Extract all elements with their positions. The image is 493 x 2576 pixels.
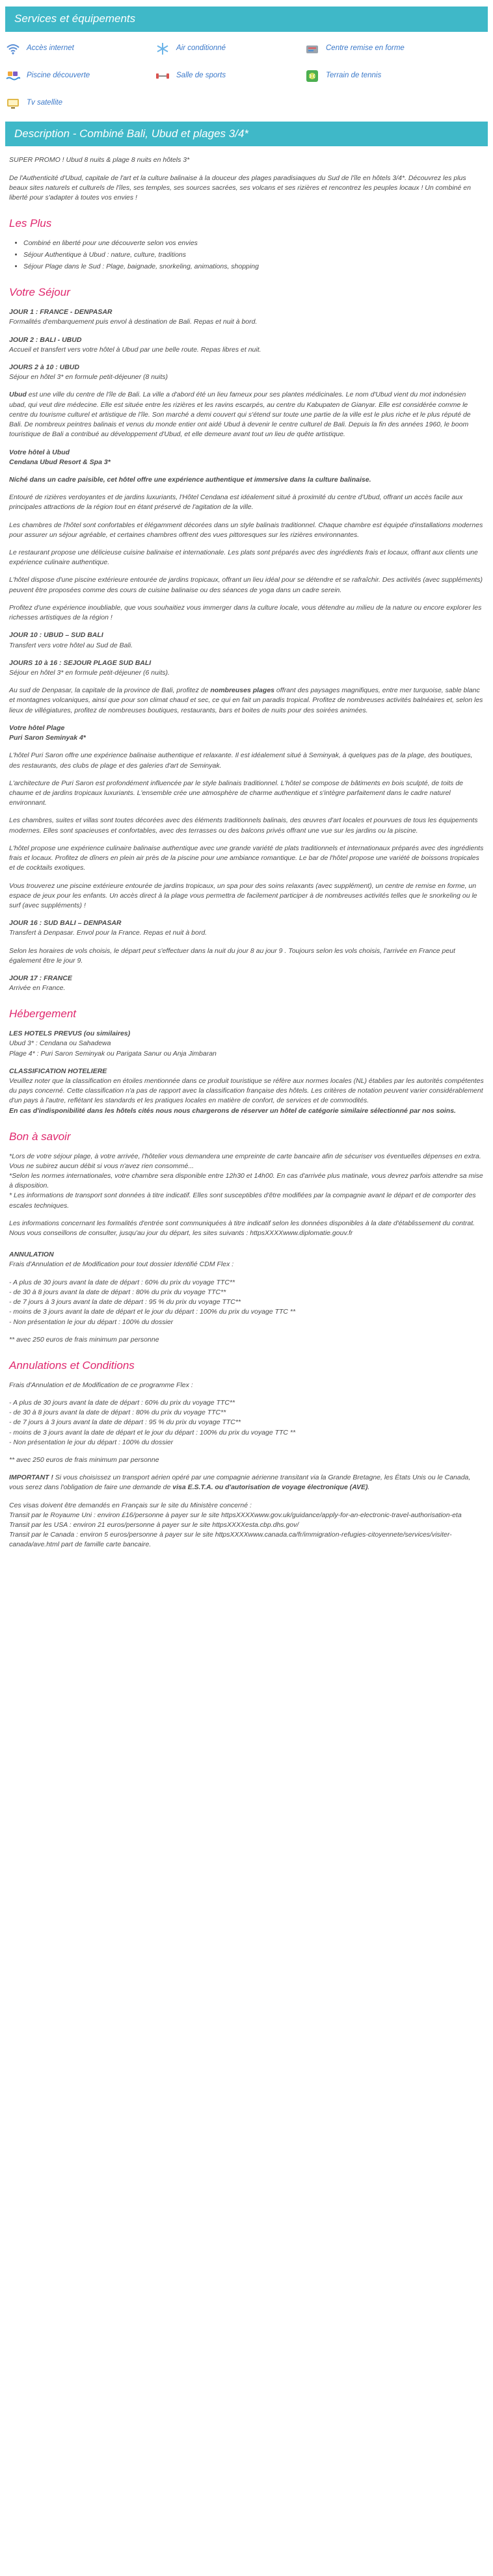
pool-icon (5, 68, 21, 84)
description-banner (5, 122, 488, 147)
day1-block (9, 307, 484, 327)
hotel1-p3: Le restaurant propose une délicieuse cuisine balinaise et internationale. Les plats sont préparés avec des ingrédients frais et locaux, offrant aux clients une expérience culinaire authentique. (9, 549, 478, 567)
important-paragraph (9, 1473, 484, 1492)
visa-line: Transit par les USA : environ 21 euros/personne à payer sur le site httpsXXXXesta.cbp.dhs.gov/ (9, 1521, 299, 1529)
hotels-prevus-block (9, 1029, 484, 1059)
visa-line: Transit par le Canada : environ 5 euros/personne à payer sur le site httpsXXXXwww.canada.ca/fr/immigration-refugies-citoyennete/services/visiter-canada/ave.html part de famille carte bancaire. (9, 1531, 452, 1549)
hotels-prevus-line2: Plage 4* : Puri Saron Seminyak ou Parigata Sanur ou Anja Jimbaran (9, 1049, 217, 1058)
hotel2-heading (9, 723, 484, 743)
annulation-heading: ANNULATION (9, 1251, 54, 1259)
day1-text: Formalités d'embarquement puis envol à destination de Bali. Repas et nuit à bord. (9, 318, 258, 326)
hotel2-p5: Vous trouverez une piscine extérieure entourée de jardins tropicaux, un spa pour des soins relaxants (avec supplément), un centre de remise en forme, un espace de jeux pour les enfants. Un accès direct à la plage vous permettra de facilement participer à de nombreuses activités telles que le snorkeling ou le surf (avec suppléments) ! (9, 881, 477, 909)
list-item: • Séjour Authentique à Ubud : nature, culture, traditions (23, 250, 484, 260)
hotel1-line2: Cendana Ubud Resort & Spa 3* (9, 458, 111, 466)
sud-text-b: offrant des paysages magnifiques, entre mer turquoise, sable blanc et montagnes volcaniques, ainsi que pour son climat chaud et sec, ce qui en fait un paradis tropical. Profitez de nombreuses activités balnéaires et, selon les lieux de villégiatures, profitez de nombreuses boutiques, restaurants, bars et boites de nuits pour des soirées animées. (9, 686, 483, 714)
hotel1-p4: L'hôtel dispose d'une piscine extérieure entourée de jardins tropicaux, offrant un lieu idéal pour se détendre et se rafraîchir. Des activités (avec suppléments) peuvent être proposées comme des cours de cuisine balinaise ou des séances de yoga dans un cadre serein. (9, 576, 483, 594)
day10b-block (9, 658, 484, 678)
service-label: Salle de sports (176, 72, 226, 80)
sud-paragraph (9, 686, 484, 716)
tennis-icon (304, 68, 320, 84)
hotel2-p1: L'hôtel Puri Saron offre une expérience balinaise authentique et relaxante. Il est idéalement situé à Seminyak, à quelques pas de la plage, des boutiques, des restaurants, des clubs de plage et des galeries d'art de Seminyak. (9, 751, 473, 770)
day17-text: Arrivée en France. (9, 984, 66, 993)
hotel1-tagline: Niché dans un cadre paisible, cet hôtel offre une expérience authentique et immersive dans la culture balinaise. (9, 475, 371, 484)
important-text-bold: visa E.S.T.A. ou d'autorisation de voyage électronique (AVE) (172, 1483, 368, 1492)
sud-text-bold: nombreuses plages (210, 686, 274, 695)
day16-text: Transfert à Denpasar. Envol pour la France. Repas et nuit à bord. (9, 929, 207, 937)
hotel1-p1: Entouré de rizières verdoyantes et de jardins luxuriants, l'Hôtel Cendana est idéalement situé à proximité du centre d'Ubud, offrant un accès facile aux principales attractions de la région tout en étant préservé de l'agitation de la ville. (9, 493, 463, 512)
bonasavoir-notes (9, 1152, 484, 1211)
annulations-line: - Non présentation le jour du départ : 100% du dossier (9, 1438, 174, 1446)
description-title: Description - Combiné Bali, Ubud et plages 3/4* (14, 127, 249, 140)
annulation-line: - de 7 jours à 3 jours avant la date de départ : 95 % du prix du voyage TTC** (9, 1298, 241, 1307)
wifi-icon (5, 41, 21, 57)
day3-block (9, 363, 484, 382)
hotel2-p3: Les chambres, suites et villas sont toutes décorées avec des éléments traditionnels balinais, des œuvres d'art locales et pourvues de tous les équipements modernes. Elles sont spacieuses et confortables, avec des terrasses ou des balcons privés offrant une vue sur les jardins ou la piscine. (9, 816, 478, 835)
visa-line: Transit par le Royaume Uni : environ £16/personne à payer sur le site httpsXXXXwww.gov.uk/guidance/apply-for-an-electronic-travel-authorisation-eta (9, 1511, 462, 1519)
bonasavoir-note: *Selon les normes internationales, votre chambre sera disponible entre 12h30 et 14h00. En cas d'arrivée plus matinale, vous devrez parfois attendre sa mise à disposition. (9, 1171, 483, 1190)
service-label: Air conditionné (176, 44, 226, 53)
day10-text: Transfert vers votre hôtel au Sud de Bali. (9, 641, 133, 649)
list-item: • Combiné en liberté pour une découverte selon vos envies (23, 239, 484, 248)
visa-block (9, 1501, 484, 1550)
ubud-paragraph (9, 390, 484, 439)
dumbbell-icon (155, 68, 170, 84)
services-grid (0, 32, 493, 122)
list-item: • Séjour Plage dans le Sud : Plage, baignade, snorkeling, animations, shopping (23, 262, 484, 272)
sejour-title: Votre Séjour (9, 286, 70, 299)
service-item (5, 68, 135, 84)
hotel1-p5: Profitez d'une expérience inoubliable, que vous souhaitiez vous immerger dans la culture locale, vous détendre au milieu de la nature ou encore explorer les richesses artistiques de la région ! (9, 603, 482, 622)
services-banner (5, 7, 488, 32)
hotel2-p4: L'hôtel propose une expérience culinaire balinaise authentique avec une grande variété de plats traditionnels et internationaux préparés avec des ingrédients frais et locaux. Profitez de dîners en plein air près de la piscine pour une ambiance romantique. Le bar de l'hôtel propose une variété de boissons tropicales et de cocktails exotiques. (9, 844, 484, 872)
sud-text-a: Au sud de Denpasar, la capitale de la province de Bali, profitez de (9, 686, 211, 695)
gym-icon (304, 41, 320, 57)
important-label: IMPORTANT ! (9, 1474, 53, 1482)
annulation-line: - Non présentation le jour du départ : 100% du dossier (9, 1318, 174, 1326)
service-item (304, 68, 434, 84)
description-intro-promo: SUPER PROMO ! Ubud 8 nuits & plage 8 nuits en hôtels 3* (9, 156, 190, 164)
service-label: Piscine découverte (27, 72, 90, 80)
tv-icon (5, 96, 21, 111)
day10-title: JOUR 10 : UBUD – SUD BALI (9, 631, 103, 640)
hotel1-heading (9, 448, 484, 467)
bonasavoir-title: Bon à savoir (9, 1130, 71, 1143)
hotel1-line1: Votre hôtel à Ubud (9, 448, 70, 456)
annulation-block (9, 1250, 484, 1269)
service-label: Accès internet (27, 44, 74, 53)
hotels-prevus-heading: LES HOTELS PREVUS (ou similaires) (9, 1030, 131, 1038)
hotel2-p2: L'architecture de Puri Saron est profondément influencée par le style balinais traditionnel. L'hôtel se compose de bâtiments en bois sculpté, de toits de chaume et de jardins tropicaux luxuriants. L'ensemble crée une atmosphère de charme authentique et s'intègre parfaitement dans le cadre naturel environnant. (9, 779, 464, 807)
service-item (5, 41, 135, 57)
annulation-list (9, 1278, 484, 1327)
day2-text: Accueil et transfert vers votre hôtel à Ubud par une belle route. Repas libres et nuit. (9, 345, 261, 354)
day10b-title: JOURS 10 à 16 : SEJOUR PLAGE SUD BALI (9, 658, 152, 667)
annulations-intro: Frais d'Annulation et de Modification de ce programme Flex : (9, 1381, 193, 1389)
service-label: Tv satellite (27, 99, 62, 107)
hotel2-line2: Puri Saron Seminyak 4* (9, 734, 86, 742)
snowflake-icon (155, 41, 170, 57)
day10-block (9, 631, 484, 650)
day17-title: JOUR 17 : FRANCE (9, 974, 72, 983)
hotel2-line1: Votre hôtel Plage (9, 723, 65, 732)
day10b-text: Séjour en hôtel 3* en formule petit-déjeuner (6 nuits). (9, 669, 170, 677)
day1-title: JOUR 1 : FRANCE - DENPASAR (9, 308, 113, 317)
annulations-list (9, 1398, 484, 1448)
hotels-prevus-line1: Ubud 3* : Cendana ou Sahadewa (9, 1039, 111, 1048)
day3-title: JOURS 2 à 10 : UBUD (9, 363, 79, 371)
annulations-line: - de 7 jours à 3 jours avant la date de départ : 95 % du prix du voyage TTC** (9, 1418, 241, 1427)
main-content (0, 155, 493, 1583)
service-item (304, 41, 434, 57)
important-text-b: . (367, 1483, 370, 1492)
service-item (155, 41, 285, 57)
annulation-line: - de 30 à 8 jours avant la date de départ : 80% du prix du voyage TTC** (9, 1288, 226, 1296)
day16-block (9, 918, 484, 938)
annulations-title: Annulations et Conditions (9, 1359, 135, 1372)
day16-paragraph: Selon les horaires de vols choisis, le départ peut s'effectuer dans la nuit du jour 8 au jour 9 . Toujours selon les vols choisis, l'arrivée en France peut également être le jour 9. (9, 946, 455, 965)
plus-list (9, 239, 484, 272)
services-title: Services et équipements (14, 12, 136, 25)
bonasavoir-note: * Les informations de transport sont données à titre indicatif. Elles sont susceptibles d'être modifiées par la compagnie avant le départ et de comporter des escales techniques. (9, 1191, 476, 1210)
service-item (5, 96, 135, 111)
annulation-note: ** avec 250 euros de frais minimum par personne (9, 1335, 159, 1344)
annulations-line: - A plus de 30 jours avant la date de départ : 60% du prix du voyage TTC** (9, 1398, 235, 1407)
annulation-line: - A plus de 30 jours avant la date de départ : 60% du prix du voyage TTC** (9, 1278, 235, 1286)
day2-title: JOUR 2 : BALI - UBUD (9, 335, 82, 344)
annulations-note: ** avec 250 euros de frais minimum par personne (9, 1455, 159, 1464)
day3-text: Séjour en hôtel 3* en formule petit-déjeuner (8 nuits) (9, 373, 168, 382)
day17-block (9, 974, 484, 993)
service-label: Terrain de tennis (326, 72, 382, 80)
bonasavoir-note: *Lors de votre séjour plage, à votre arrivée, l'hôtelier vous demandera une empreinte de carte bancaire afin de sécuriser vos éventuelles dépenses en extra. Vous ne subirez aucun débit si vous n'avez rien consommé... (9, 1152, 481, 1170)
visa-line: Ces visas doivent être demandés en Français sur le site du Ministère concerné : (9, 1501, 252, 1509)
hebergement-title: Hébergement (9, 1008, 77, 1021)
ubud-text: est une ville du centre de l'île de Bali. La ville a d'abord été un lieu fameux pour ses plantes médicinales. Le nom d'Ubud vient du mot indonésien ubad, qui veut dire médecine. Elle est située entre les rizières et les ravins escarpés, au centre du Kabupaten de Gianyar. Elle est considérée comme le centre du tourisme culturel et artistique de l'île. Son marché a demi couvert qui s'étend sur toute une partie de la ville est le plus riche et le plus réputé de Bali. De nombreux peintres balinais et venus du monde entier ont aidé Ubud à devenir le centre culturel de Bali. Depuis la fin des années 1960, le boom touristique de Bali a contribué au développement d'Ubud, et elle demeure avant tout un lieu de quête artistique. (9, 391, 471, 439)
classification-heading: CLASSIFICATION HOTELIERE (9, 1067, 107, 1075)
annulations-line: - de 30 à 8 jours avant la date de départ : 80% du prix du voyage TTC** (9, 1409, 226, 1417)
day2-block (9, 335, 484, 355)
plus-title: Les Plus (9, 217, 52, 230)
day16-title: JOUR 16 : SUD BALI – DENPASAR (9, 919, 122, 928)
hotel1-p2: Les chambres de l'hôtel sont confortables et élégamment décorées dans un style balinais traditionnel. Chaque chambre est équipée d'installations modernes pour assurer un séjour agréable, et certaines chambres offrent des vues pittoresques sur les rizières environnantes. (9, 521, 483, 539)
bonasavoir-formalites: Les informations concernant les formalités d'entrée sont communiquées à titre indicatif selon les données disponibles à la date d'établissement du contrat. Nous vous conseillons de consulter, jusqu'au jour du départ, les sites suivants : httpsXXXXwww.diplomatie.gouv.fr (9, 1219, 475, 1238)
ubud-bold: Ubud (9, 391, 27, 399)
classification-text: Veuillez noter que la classification en étoiles mentionnée dans ce produit touristique se réfère aux normes locales (NL) établies par les autorités compétentes du pays concerné. Cette classification n'a pas de rapport avec la classification française des hôtels. Les critères de notation peuvent varier considérablement d'un pays à l'autre, reflétant les standards et les pratiques locales en matière de confort, de services et de commodités. (9, 1076, 484, 1105)
classification-block (9, 1067, 484, 1116)
important-text-a: Si vous choisissez un transport aérien opéré par une compagnie aérienne transitant via la Grande Bretagne, les États Unis ou le Canada, vous serez dans l'obligation de faire une demande de (9, 1474, 471, 1492)
description-intro-text: De l'Authenticité d'Ubud, capitale de l'art et la culture balinaise à la douceur des plages paradisiaques du Sud de l'île en hôtels 3/4*. Découvrez les plus beaux sites naturels et culturels de l'îles, ses temples, ses sources sacrées, ses volcans et ses rizières et rencontrez les peuples locaux ! Un combiné en liberté pour s'adapter à toutes vos envies ! (9, 174, 471, 202)
annulation-line: - moins de 3 jours avant la date de départ et le jour du départ : 100% du prix du voyage TTC ** (9, 1308, 296, 1316)
annulation-intro: Frais d'Annulation et de Modification pour tout dossier Identifié CDM Flex : (9, 1260, 234, 1269)
service-item (155, 68, 285, 84)
annulations-line: - moins de 3 jours avant la date de départ et le jour du départ : 100% du prix du voyage TTC ** (9, 1428, 296, 1437)
service-label: Centre remise en forme (326, 44, 405, 53)
classification-note: En cas d'indisponibilité dans les hôtels cités nous nous chargerons de réserver un hôtel de catégorie similaire sélectionné par nos soins. (9, 1106, 456, 1115)
